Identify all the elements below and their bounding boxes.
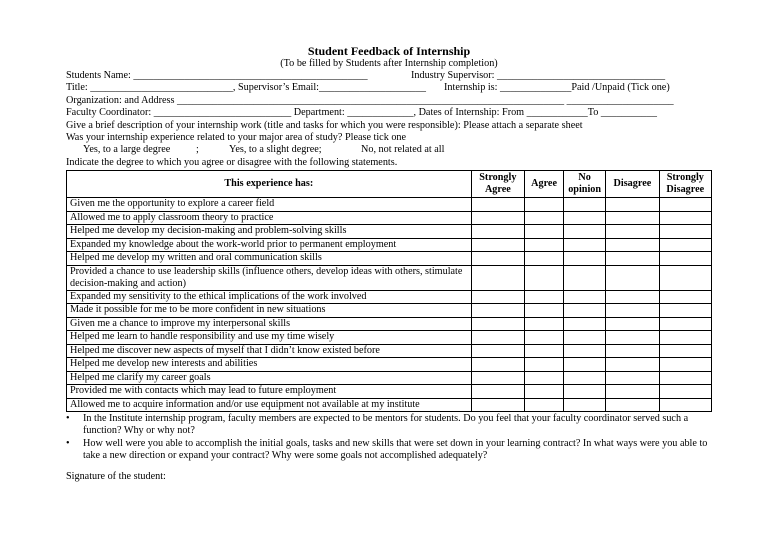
rating-cell-strongly-agree[interactable] [471,225,524,239]
rating-cell-strongly-agree[interactable] [471,358,524,372]
header-experience: This experience has: [67,171,472,198]
rating-cell-no-opinion[interactable] [564,252,606,266]
table-row [67,211,712,225]
statement-cell: Given me a chance to improve my interpersonal skills [67,317,472,331]
rating-cell-disagree[interactable] [606,385,659,399]
relation-question: Was your internship experience related to your major area of study? Please tick one [66,131,407,143]
rating-cell-agree[interactable] [525,304,564,318]
statement-cell: Allowed me to apply classroom theory to practice [67,211,472,225]
rating-cell-strongly-agree[interactable] [471,317,524,331]
rating-cell-disagree[interactable] [606,225,659,239]
rating-cell-agree[interactable] [525,317,564,331]
statement-cell: Helped me clarify my career goals [67,371,472,385]
line-student-name [66,70,712,82]
rating-cell-strongly-agree[interactable] [471,198,524,212]
statement-cell: Helped me develop new interests and abilities [67,358,472,372]
rating-cell-agree[interactable] [525,290,564,304]
rating-cell-strongly-disagree[interactable] [659,238,711,252]
question-text: In the Institute internship program, faculty members are expected to be mentors for students. Do you feel that your faculty coordinator served such a function? Why or why not? [83,413,689,437]
question-list [66,413,712,462]
rating-cell-disagree[interactable] [606,198,659,212]
industry-supervisor-field[interactable]: Industry Supervisor: _________________________________ [411,70,666,81]
rating-cell-no-opinion[interactable] [564,398,606,412]
rating-cell-strongly-disagree[interactable] [659,317,711,331]
rating-cell-strongly-disagree[interactable] [659,358,711,372]
organization-field[interactable]: Organization: and Address ____________________________________________________________________________ _____________________ [66,94,674,106]
rating-cell-no-opinion[interactable] [564,331,606,345]
rating-cell-strongly-agree[interactable] [471,385,524,399]
rating-cell-disagree[interactable] [606,252,659,266]
rating-cell-agree[interactable] [525,398,564,412]
rating-cell-disagree[interactable] [606,238,659,252]
rating-cell-disagree[interactable] [606,265,659,290]
statement-cell: Helped me learn to handle responsibility and use my time wisely [67,331,472,345]
statement-cell: Expanded my knowledge about the work-world prior to permanent employment [67,238,472,252]
table-row [67,385,712,399]
statement-cell: Helped me develop my decision-making and problem-solving skills [67,225,472,239]
rating-cell-strongly-agree[interactable] [471,252,524,266]
table-row [67,252,712,266]
rating-cell-no-opinion[interactable] [564,225,606,239]
option-slight-degree[interactable]: Yes, to a slight degree; [229,144,322,156]
rating-cell-agree[interactable] [525,358,564,372]
header-strongly-disagree: Strongly Disagree [659,171,711,198]
rating-cell-no-opinion[interactable] [564,238,606,252]
relation-options [66,144,712,156]
header-no-opinion: No opinion [564,171,606,198]
rating-cell-strongly-agree[interactable] [471,371,524,385]
rating-cell-disagree[interactable] [606,317,659,331]
table-body [67,198,712,412]
feedback-form [66,44,712,483]
statement-cell: Allowed me to acquire information and/or use equipment not available at my institute [67,398,472,412]
rating-cell-no-opinion[interactable] [564,344,606,358]
rating-cell-disagree[interactable] [606,358,659,372]
rating-cell-agree[interactable] [525,371,564,385]
table-row [67,198,712,212]
question-item [66,438,712,462]
rating-cell-no-opinion[interactable] [564,211,606,225]
form-title: Student Feedback of Internship [307,44,471,58]
statement-cell: Made it possible for me to be more confident in new situations [67,304,472,318]
rating-cell-no-opinion[interactable] [564,385,606,399]
rating-cell-strongly-disagree[interactable] [659,198,711,212]
title-email-field[interactable]: Title: ____________________________, Supervisor’s Email:_____________________ [66,82,426,94]
faculty-coordinator-field[interactable]: Faculty Coordinator: ___________________________ Department: _____________, Dates of Internship: From ____________To ___________ [66,107,657,119]
question-text: How well were you able to accomplish the initial goals, tasks and new skills that were set down in your learning contract? In what ways were you able to take a new direction or expand your contract? Why were some goals not accomplished adequately? [83,438,708,462]
rating-cell-strongly-agree[interactable] [471,304,524,318]
rating-cell-agree[interactable] [525,265,564,290]
rating-cell-strongly-disagree[interactable] [659,304,711,318]
rating-cell-no-opinion[interactable] [564,198,606,212]
student-name-field[interactable]: Students Name: ______________________________________________ [66,70,368,81]
bullet-icon: • [66,413,70,425]
rating-cell-strongly-agree[interactable] [471,238,524,252]
rating-cell-agree[interactable] [525,385,564,399]
rating-cell-agree[interactable] [525,344,564,358]
statement-cell: Helped me develop my written and oral communication skills [67,252,472,266]
rating-cell-agree[interactable] [525,198,564,212]
rating-cell-strongly-agree[interactable] [471,398,524,412]
table-row [67,317,712,331]
signature-label: Signature of the student: [66,471,166,483]
table-row [67,290,712,304]
table-header-row [67,171,712,198]
statement-cell: Expanded my sensitivity to the ethical implications of the work involved [67,290,472,304]
table-row [67,358,712,372]
rating-cell-strongly-disagree[interactable] [659,344,711,358]
agree-instruction: Indicate the degree to which you agree or disagree with the following statements. [66,156,398,168]
rating-cell-no-opinion[interactable] [564,304,606,318]
header-disagree: Disagree [606,171,659,198]
rating-cell-strongly-disagree[interactable] [659,252,711,266]
rating-cell-disagree[interactable] [606,304,659,318]
table-row [67,238,712,252]
statement-cell: Given me the opportunity to explore a career field [67,198,472,212]
rating-cell-disagree[interactable] [606,211,659,225]
line-title [66,82,712,94]
option-separator: ; [196,144,199,156]
rating-cell-no-opinion[interactable] [564,290,606,304]
rating-cell-strongly-disagree[interactable] [659,398,711,412]
table-row [67,344,712,358]
option-large-degree[interactable]: Yes, to a large degree [83,144,171,156]
rating-cell-disagree[interactable] [606,331,659,345]
rating-cell-strongly-agree[interactable] [471,265,524,290]
rating-cell-no-opinion[interactable] [564,317,606,331]
rating-cell-strongly-disagree[interactable] [659,290,711,304]
rating-cell-agree[interactable] [525,211,564,225]
rating-cell-disagree[interactable] [606,371,659,385]
header-strongly-agree: Strongly Agree [471,171,524,198]
rating-cell-agree[interactable] [525,225,564,239]
rating-cell-no-opinion[interactable] [564,358,606,372]
rating-cell-disagree[interactable] [606,344,659,358]
table-row [67,398,712,412]
rating-cell-no-opinion[interactable] [564,371,606,385]
bullet-icon: • [66,438,70,450]
statement-cell: Provided a chance to use leadership skills (influence others, develop ideas with others, stimulate decision-making and action) [67,265,472,290]
form-subtitle: (To be filled by Students after Internship completion) [280,58,498,69]
statement-cell: Provided me with contacts which may lead to future employment [67,385,472,399]
rating-cell-strongly-disagree[interactable] [659,331,711,345]
rating-cell-strongly-disagree[interactable] [659,385,711,399]
experience-table [66,170,712,412]
description-instruction: Give a brief description of your internship work (title and tasks for which you were responsible): Please attach a separate sheet [66,119,583,131]
table-row [67,225,712,239]
table-row [67,371,712,385]
rating-cell-strongly-disagree[interactable] [659,211,711,225]
internship-paid-field[interactable]: Internship is: ______________Paid /Unpaid (Tick one) [444,82,670,94]
rating-cell-agree[interactable] [525,252,564,266]
rating-cell-agree[interactable] [525,238,564,252]
rating-cell-strongly-agree[interactable] [471,211,524,225]
table-row [67,331,712,345]
rating-cell-agree[interactable] [525,331,564,345]
option-not-related[interactable]: No, not related at all [361,144,445,156]
question-item [66,413,712,437]
rating-cell-strongly-agree[interactable] [471,331,524,345]
table-row [67,304,712,318]
rating-cell-disagree[interactable] [606,290,659,304]
rating-cell-strongly-disagree[interactable] [659,371,711,385]
header-agree: Agree [525,171,564,198]
rating-cell-no-opinion[interactable] [564,265,606,290]
rating-cell-strongly-disagree[interactable] [659,225,711,239]
statement-cell: Helped me discover new aspects of myself that I didn’t know existed before [67,344,472,358]
rating-cell-strongly-agree[interactable] [471,290,524,304]
rating-cell-strongly-agree[interactable] [471,344,524,358]
table-row [67,265,712,290]
rating-cell-strongly-disagree[interactable] [659,265,711,290]
rating-cell-disagree[interactable] [606,398,659,412]
